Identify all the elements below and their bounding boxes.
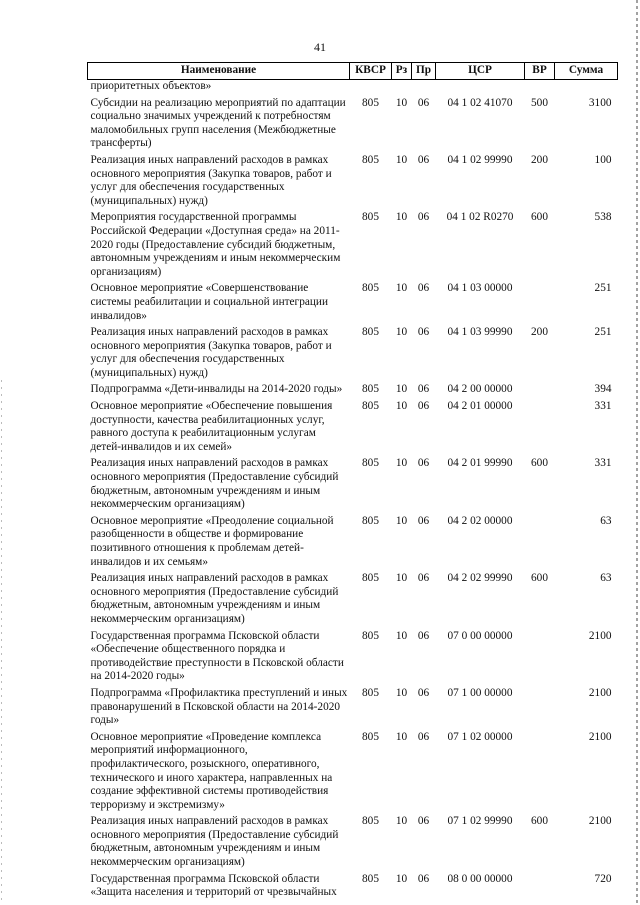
cell-pr: 06	[417, 815, 430, 828]
cell-rz	[392, 80, 412, 97]
cell-rz: 10	[395, 211, 408, 224]
header-csr: ЦСР	[436, 63, 525, 80]
cell-csr: 04 1 03 00000	[447, 282, 513, 295]
cell-sum: 394	[594, 383, 612, 396]
cell-name: Основное мероприятие «Обеспечение повышения доступности, качества реабилитационных услуг, равного доступа к реабилитационным услугам детей-инвалидов и их семей»	[90, 400, 333, 453]
cell-kvsr	[350, 80, 392, 97]
cell-rz: 10	[395, 153, 408, 166]
cell-vr: 200	[531, 326, 548, 339]
cell-vr: 600	[531, 211, 548, 224]
cell-vr: 500	[531, 96, 548, 109]
cell-kvsr: 805	[362, 282, 379, 295]
cell-name: Подпрограмма «Дети-инвалиды на 2014-2020 годы»	[90, 383, 343, 396]
cell-vr	[525, 687, 555, 731]
cell-pr: 06	[417, 686, 430, 699]
cell-pr: 06	[417, 400, 430, 413]
cell-name: Реализация иных направлений расходов в рамках основного мероприятия (Закупка товаров, работ и услуг для обеспечения государственных (муниципальных) нужд)	[90, 326, 332, 379]
table-row	[88, 326, 618, 383]
cell-pr: 06	[417, 326, 430, 339]
table-row	[88, 515, 618, 572]
header-pr: Пр	[412, 63, 436, 80]
cell-vr	[525, 282, 555, 326]
table-row	[88, 572, 618, 629]
cell-csr: 04 2 02 99990	[447, 572, 513, 585]
budget-table-container	[87, 62, 617, 903]
cell-vr: 600	[531, 572, 548, 585]
table-row	[88, 80, 618, 97]
cell-rz: 10	[395, 282, 408, 295]
header-sum: Сумма	[555, 63, 618, 80]
cell-csr: 04 1 02 99990	[447, 153, 513, 166]
table-header-row	[88, 63, 618, 80]
cell-kvsr: 805	[362, 514, 379, 527]
cell-csr: 04 2 01 00000	[447, 400, 513, 413]
table-row	[88, 687, 618, 731]
cell-rz: 10	[395, 96, 408, 109]
cell-csr: 07 1 00 00000	[447, 686, 513, 699]
header-rz: Рз	[392, 63, 412, 80]
cell-name: Основное мероприятие «Совершенствование системы реабилитации и социальной интеграции инвалидов»	[90, 282, 328, 322]
cell-name: Реализация иных направлений расходов в рамках основного мероприятия (Предоставление субсидий бюджетным, автономным учреждениям и иным некоммерческим организациям)	[90, 572, 339, 625]
cell-pr: 06	[417, 457, 430, 470]
cell-sum: 2100	[588, 815, 612, 828]
cell-rz: 10	[395, 457, 408, 470]
cell-rz: 10	[395, 326, 408, 339]
cell-pr: 06	[417, 383, 430, 396]
table-row	[88, 400, 618, 457]
cell-sum: 63	[600, 572, 612, 585]
cell-pr: 06	[417, 96, 430, 109]
cell-sum	[555, 80, 618, 97]
table-row	[88, 815, 618, 872]
cell-sum: 720	[594, 872, 612, 885]
cell-name: Основное мероприятие «Преодоление социальной разобщенности в обществе и формирование позитивного отношения к проблемам детей-инвалидов и их семьям»	[90, 514, 334, 568]
cell-vr	[525, 630, 555, 687]
cell-vr	[525, 80, 555, 97]
cell-csr: 04 1 02 R0270	[446, 211, 514, 224]
cell-csr: 07 1 02 99990	[447, 815, 513, 828]
cell-rz: 10	[395, 514, 408, 527]
cell-sum: 100	[594, 153, 612, 166]
cell-pr: 06	[417, 572, 430, 585]
cell-sum: 251	[594, 326, 612, 339]
cell-kvsr: 805	[362, 872, 379, 885]
cell-kvsr: 805	[362, 572, 379, 585]
header-kvsr: КВСР	[350, 63, 392, 80]
cell-sum: 2100	[588, 629, 612, 642]
cell-csr: 08 0 00 00000	[447, 872, 513, 885]
cell-vr	[525, 873, 555, 903]
cell-vr: 200	[531, 153, 548, 166]
cell-vr	[525, 731, 555, 816]
cell-kvsr: 805	[362, 383, 379, 396]
cell-vr	[525, 383, 555, 400]
header-vr: ВР	[525, 63, 555, 80]
cell-kvsr: 805	[362, 153, 379, 166]
cell-csr: 04 2 00 00000	[447, 383, 513, 396]
table-row	[88, 873, 618, 903]
cell-name: Основное мероприятие «Проведение комплекса мероприятий информационного, профилактического, розыскного, оперативного, технического и иного характера, направленных на создание эффективной системы противодействия терроризму и экстремизму»	[90, 730, 333, 811]
table-row	[88, 97, 618, 154]
table-row	[88, 211, 618, 282]
cell-csr: 04 1 03 99990	[447, 326, 513, 339]
cell-vr	[525, 515, 555, 572]
table-row	[88, 154, 618, 211]
cell-sum: 538	[594, 211, 612, 224]
header-name: Наименование	[88, 63, 350, 80]
cell-rz: 10	[395, 629, 408, 642]
table-row	[88, 457, 618, 514]
cell-pr: 06	[417, 872, 430, 885]
scan-edge-left	[1, 380, 2, 900]
cell-sum: 251	[594, 282, 612, 295]
cell-vr	[525, 400, 555, 457]
cell-rz: 10	[395, 815, 408, 828]
cell-name: Мероприятия государственной программы Российской Федерации «Доступная среда» на 2011-2020 годы (Предоставление субсидий бюджетным, автономным учреждениям и иным некоммерческим организациям)	[90, 211, 341, 278]
cell-name: Субсидии на реализацию мероприятий по адаптации социально значимых учреждений к потребностям маломобильных групп населения (Межбюджетные трансферты)	[90, 96, 346, 150]
cell-sum: 2100	[588, 730, 612, 743]
cell-vr: 600	[531, 815, 548, 828]
cell-name: Государственная программа Псковской области «Обеспечение общественного порядка и противодействие преступности в Псковской области на 2014-2020 годы»	[90, 629, 344, 683]
cell-kvsr: 805	[362, 96, 379, 109]
cell-pr: 06	[417, 282, 430, 295]
cell-pr: 06	[417, 153, 430, 166]
cell-kvsr: 805	[362, 211, 379, 224]
cell-kvsr: 805	[362, 400, 379, 413]
cell-sum: 2100	[588, 686, 612, 699]
cell-csr: 07 1 02 00000	[447, 730, 513, 743]
cell-kvsr: 805	[362, 730, 379, 743]
page-number: 41	[314, 40, 326, 54]
cell-rz: 10	[395, 383, 408, 396]
cell-vr: 600	[531, 457, 548, 470]
cell-pr: 06	[417, 514, 430, 527]
table-row	[88, 731, 618, 816]
cell-kvsr: 805	[362, 686, 379, 699]
cell-sum: 63	[600, 514, 612, 527]
table-row	[88, 630, 618, 687]
table-row	[88, 282, 618, 326]
cell-rz: 10	[395, 872, 408, 885]
cell-kvsr: 805	[362, 457, 379, 470]
cell-csr	[436, 80, 525, 97]
cell-csr: 07 0 00 00000	[447, 629, 513, 642]
cell-name: Реализация иных направлений расходов в рамках основного мероприятия (Закупка товаров, работ и услуг для обеспечения государственных (муниципальных) нужд)	[90, 153, 332, 207]
cell-rz: 10	[395, 572, 408, 585]
cell-csr: 04 2 01 99990	[447, 457, 513, 470]
cell-rz: 10	[395, 686, 408, 699]
cell-pr	[412, 80, 436, 97]
budget-table	[87, 62, 618, 903]
cell-sum: 3100	[588, 96, 612, 109]
cell-rz: 10	[395, 730, 408, 743]
cell-name: Реализация иных направлений расходов в рамках основного мероприятия (Предоставление субсидий бюджетным, автономным учреждениям и иным некоммерческим организациям)	[90, 815, 339, 869]
cell-pr: 06	[417, 730, 430, 743]
cell-name: приоритетных объектов»	[90, 80, 212, 92]
cell-kvsr: 805	[362, 629, 379, 642]
cell-pr: 06	[417, 629, 430, 642]
cell-rz: 10	[395, 400, 408, 413]
cell-sum: 331	[594, 457, 612, 470]
scan-edge-right	[636, 0, 638, 905]
cell-sum: 331	[594, 400, 612, 413]
cell-pr: 06	[417, 211, 430, 224]
cell-name: Государственная программа Псковской области «Защита населения и территорий от чрезвычайных	[90, 872, 337, 899]
cell-kvsr: 805	[362, 815, 379, 828]
table-body	[88, 80, 618, 903]
cell-csr: 04 2 02 00000	[447, 514, 513, 527]
cell-name: Подпрограмма «Профилактика преступлений и иных правонарушений в Псковской области на 2014-2020 годы»	[90, 686, 348, 727]
cell-csr: 04 1 02 41070	[447, 96, 513, 109]
table-row	[88, 383, 618, 400]
cell-kvsr: 805	[362, 326, 379, 339]
cell-name: Реализация иных направлений расходов в рамках основного мероприятия (Предоставление субсидий бюджетным, автономным учреждениям и иным некоммерческим организациям)	[90, 457, 339, 511]
